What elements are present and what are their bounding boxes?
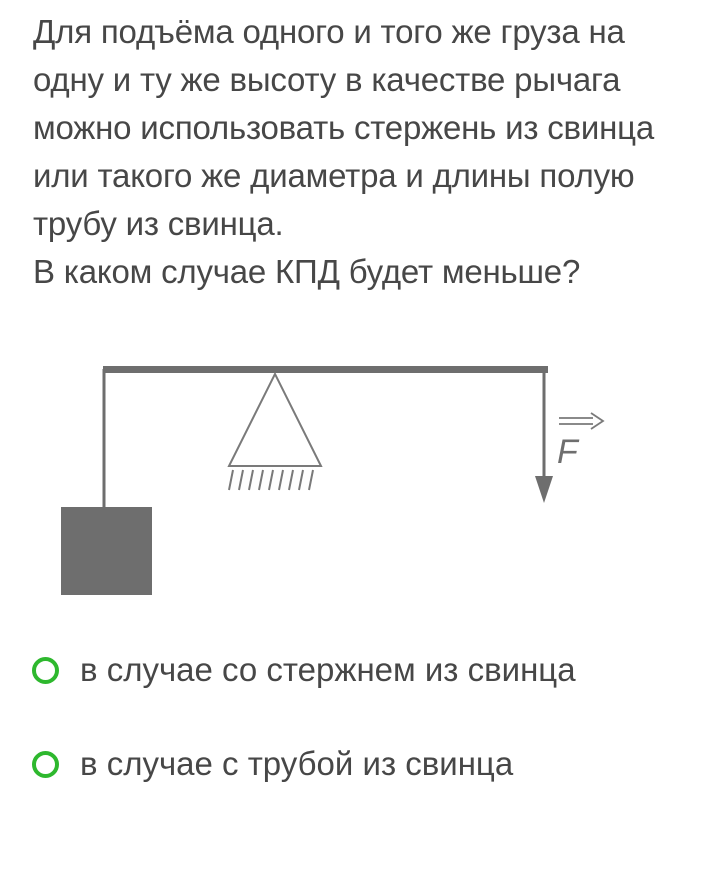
question-prompt: В каком случае КПД будет меньше? bbox=[33, 253, 581, 290]
answer-label: в случае со стержнем из свинца bbox=[80, 651, 576, 688]
radio-button[interactable] bbox=[32, 657, 59, 684]
weight-block bbox=[61, 507, 152, 595]
answer-option-tube[interactable] bbox=[32, 740, 513, 788]
fulcrum-triangle bbox=[229, 374, 321, 466]
vector-arrow-icon bbox=[559, 413, 603, 429]
answer-option-rod[interactable] bbox=[32, 646, 576, 694]
question-text bbox=[33, 8, 703, 296]
radio-button[interactable] bbox=[32, 751, 59, 778]
lever-diagram bbox=[0, 340, 720, 620]
lever-beam bbox=[103, 366, 548, 373]
force-arrow-head bbox=[535, 476, 553, 503]
force-label: F bbox=[557, 433, 578, 471]
fulcrum-hatching bbox=[229, 470, 313, 490]
question-paragraph: Для подъёма одного и того же груза на одну и ту же высоту в качестве рычага можно использовать стержень из свинца или такого же диаметра и длины полую трубу из свинца. bbox=[33, 13, 654, 242]
answer-label: в случае с трубой из свинца bbox=[80, 745, 514, 782]
